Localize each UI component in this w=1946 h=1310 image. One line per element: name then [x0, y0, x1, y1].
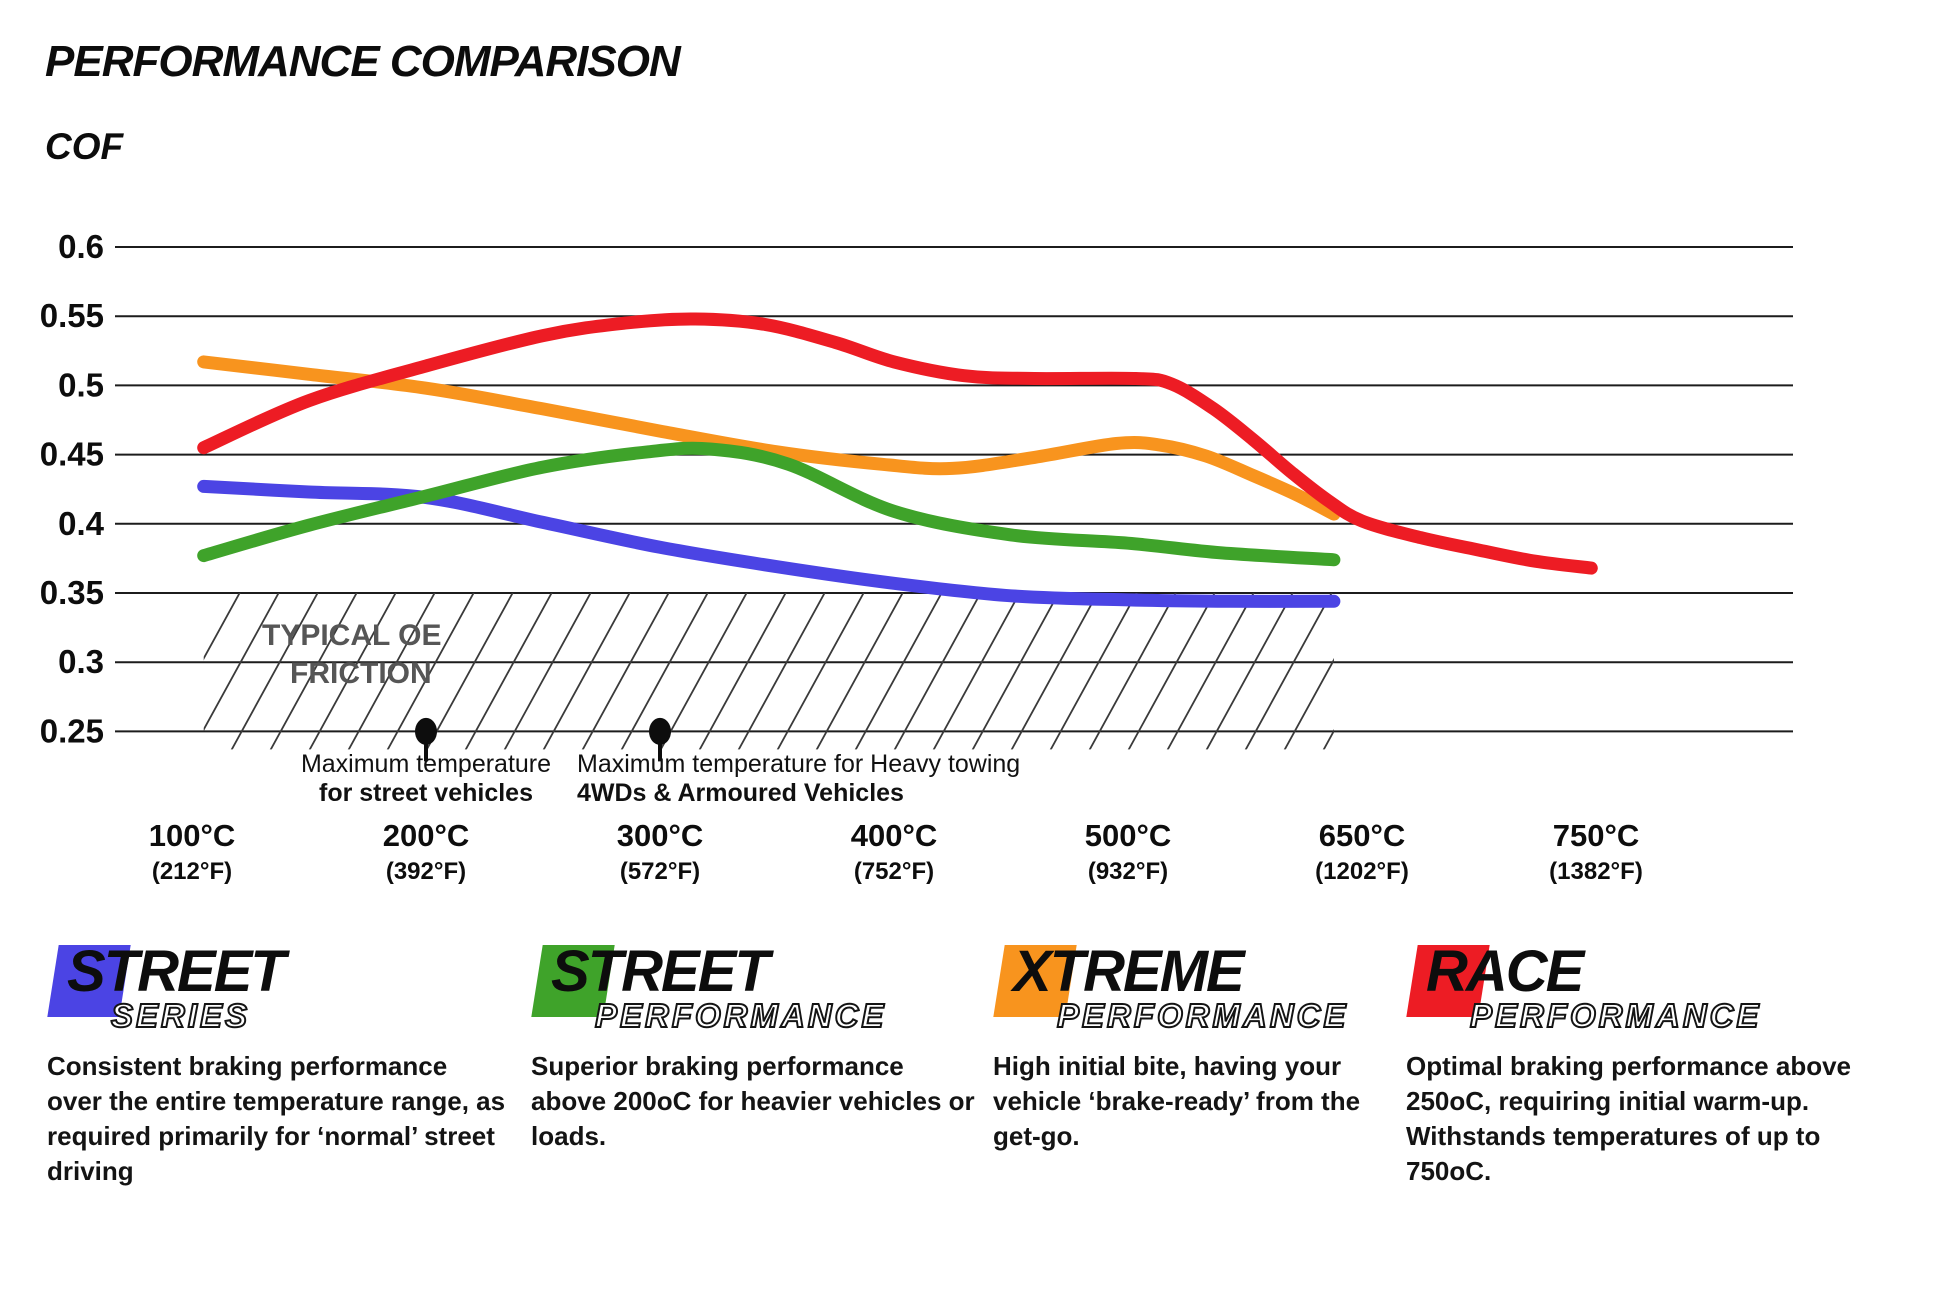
y-tick-label: 0.35: [39, 574, 104, 611]
legend-item-street-performance: [531, 939, 983, 1154]
xtreme-performance-logo: [993, 939, 1365, 1041]
y-tick-label: 0.45: [39, 435, 104, 473]
street-performance-logo: [531, 939, 983, 1041]
x-tick-celsius: 100°C: [148, 818, 236, 853]
x-tick-fahrenheit: (572°F): [619, 858, 701, 885]
svg-text:TYPICAL OE: TYPICAL OE: [262, 619, 442, 652]
brand-subtitle: SERIES: [111, 997, 251, 1034]
brand-word: RACE: [1426, 939, 1583, 1004]
series-street-performance: [204, 448, 1334, 560]
legend-item-xtreme-performance: [993, 939, 1365, 1154]
x-tick-fahrenheit: (932°F): [1087, 858, 1169, 885]
legend-item-race-performance: [1406, 939, 1854, 1189]
x-tick-celsius: 650°C: [1318, 818, 1406, 853]
legend-description: Consistent braking performance over the entire temperature range, as required primarily for ‘normal’ street driving: [47, 1051, 506, 1186]
series-race-performance: [204, 319, 1592, 568]
svg-text:Maximum temperature for Heavy: Maximum temperature for Heavy towing: [577, 750, 1021, 778]
x-tick-fahrenheit: (752°F): [853, 858, 935, 885]
y-tick-label: 0.5: [58, 366, 104, 404]
y-tick-label: 0.4: [58, 504, 104, 542]
x-tick-celsius: 750°C: [1552, 818, 1640, 853]
brand-word: STREET: [551, 939, 768, 1004]
legend-description: Superior braking performance above 200oC for heavier vehicles or loads.: [531, 1051, 975, 1151]
y-tick-label: 0.25: [39, 712, 104, 750]
x-tick-fahrenheit: (392°F): [385, 858, 467, 885]
race-performance-logo: [1406, 939, 1854, 1041]
legend-description: Optimal braking performance above 250oC, requiring initial warm-up. Withstands temperatures of up to 750oC.: [1406, 1051, 1852, 1186]
x-tick-celsius: 500°C: [1084, 818, 1172, 853]
brand-subtitle: PERFORMANCE: [1057, 997, 1349, 1034]
x-tick-labels: [149, 818, 1643, 885]
brand-word: STREET: [67, 939, 284, 1004]
svg-text:FRICTION: FRICTION: [290, 657, 432, 690]
legend-item-street-series: [47, 939, 509, 1189]
svg-text:4WDs & Armoured Vehicles: 4WDs & Armoured Vehicles: [577, 779, 904, 807]
y-tick-label: 0.6: [58, 228, 104, 265]
y-tick-label: 0.3: [58, 643, 104, 681]
brand-subtitle: PERFORMANCE: [595, 997, 887, 1034]
annotation-dot: [415, 718, 437, 745]
brand-word: XTREME: [1013, 939, 1243, 1004]
x-tick-fahrenheit: (1202°F): [1315, 858, 1409, 885]
svg-text:for street vehicles: for street vehicles: [319, 779, 533, 807]
x-tick-celsius: 200°C: [382, 818, 470, 853]
x-tick-fahrenheit: (212°F): [151, 858, 233, 885]
svg-text:Maximum temperature: Maximum temperature: [300, 750, 552, 778]
page-title: PERFORMANCE COMPARISON: [45, 37, 680, 86]
oe-band-label: [262, 619, 441, 690]
y-axis-title: COF: [45, 126, 124, 167]
brand-subtitle: PERFORMANCE: [1470, 997, 1762, 1034]
x-tick-fahrenheit: (1382°F): [1549, 858, 1643, 885]
annotation-dot: [649, 718, 671, 745]
x-tick-celsius: 400°C: [850, 818, 938, 853]
street-series-logo: [47, 939, 509, 1041]
legend-description: High initial bite, having your vehicle ‘brake-ready’ from the get-go.: [993, 1051, 1361, 1151]
x-tick-celsius: 300°C: [616, 818, 704, 853]
y-tick-label: 0.55: [39, 297, 104, 335]
